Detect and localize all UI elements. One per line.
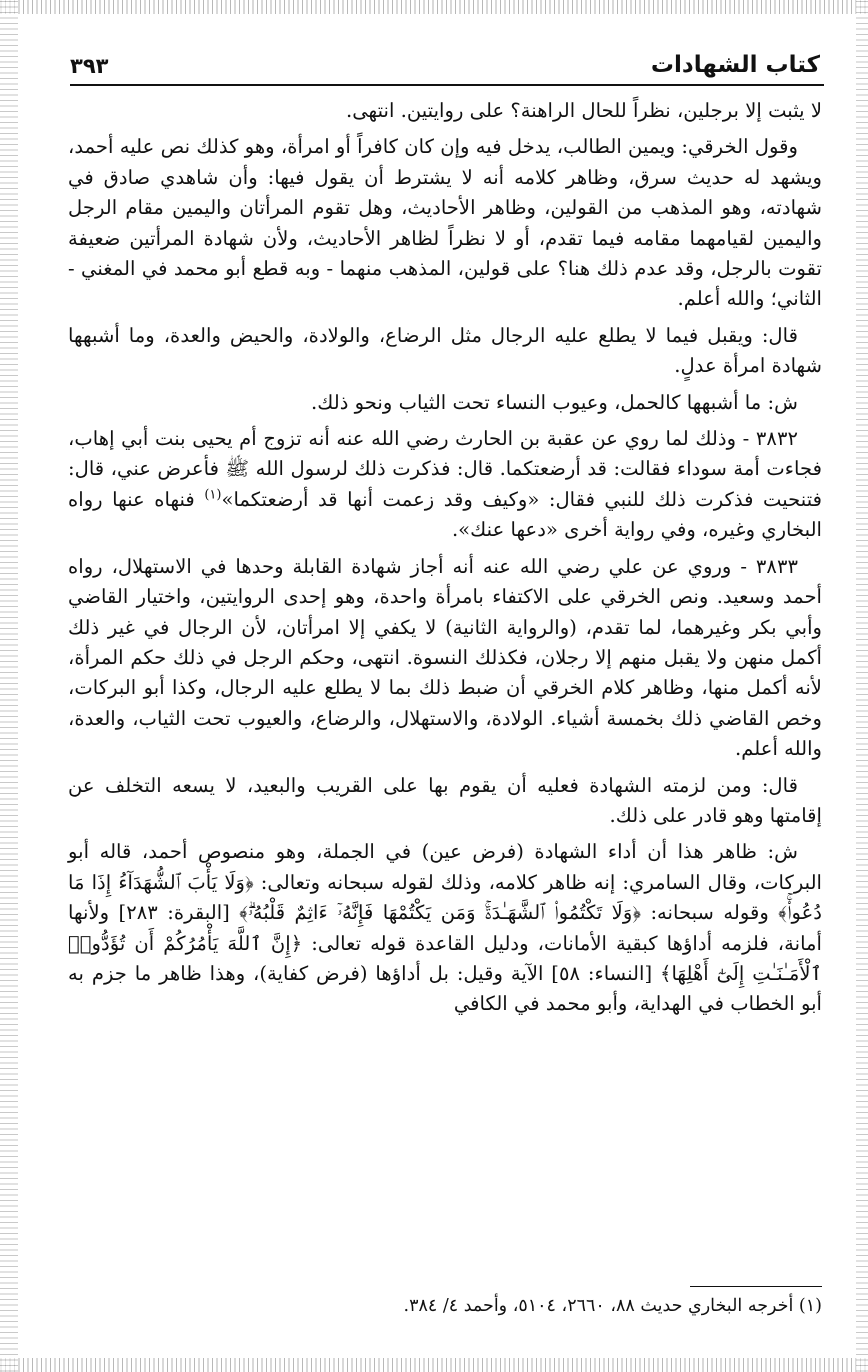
paragraph-hadith-3833: ٣٨٣٣ - وروي عن علي رضي الله عنه أنه أجاز شهادة القابلة وحدها في الاستهلال، رواه أحمد وسعيد. ونص الخرقي على الاكتفاء بامرأة واحدة، وهو إحدى الروايتين، واختيار القاضي وأبي بكر وغيرهما، لما تقدم، (والرواية الثانية) لا يكفي إلا امرأتان، لأن الرجال في غير ذلك أكمل منهن ولا يقبل منهم إلا رجلان، فكذلك النسوة. انتهى، وحكم الرجل في ذلك حكم المرأة، لأنه أكمل منها، وظاهر كلام الخرقي أن ضبط ذلك بما لا يطلع عليه الرجال، وكذا أبو البركات، وخص القاضي ذلك بخمسة أشياء. الولادة، والاستهلال، والرضاع، والعيوب تحت الثياب، والعدة، والله أعلم. (68, 554, 822, 761)
footnote: (١) أخرجه البخاري حديث ٨٨، ٢٦٦٠، ٥١٠٤، وأحمد ٤/ ٣٨٤. (403, 1296, 822, 1316)
header-rule (70, 84, 824, 86)
decorative-border-left (0, 0, 18, 1372)
footnote-rule (690, 1286, 822, 1287)
running-title: كتاب الشهادات (650, 52, 820, 78)
paragraph-sharh-examples: ش: ما أشبهها كالحمل، وعيوب النساء تحت الثياب ونحو ذلك. (311, 390, 798, 414)
decorative-border-top (0, 0, 868, 14)
page-header (70, 38, 820, 78)
paragraph-hadith-3832 (68, 424, 822, 546)
paragraph-matn-obligation: قال: ومن لزمته الشهادة فعليه أن يقوم بها على القريب والبعيد، لا يسعه التخلف عن إقامتها وهو قادر على ذلك. (68, 773, 822, 827)
paragraph-continuation: لا يثبت إلا برجلين، نظراً للحال الراهنة؟ على روايتين. انتهى. (346, 99, 822, 122)
paragraph-matn-women-testimony: قال: ويقبل فيما لا يطلع عليه الرجال مثل الرضاع، والولادة، والحيض والعدة، وما أشبهها شهادة امرأة عدلٍ. (68, 323, 822, 378)
hadith-3832-continuation: فنهاه عنها رواه البخاري وغيره، وفي رواية أخرى «دعها عنك». (68, 487, 822, 542)
paragraph-sharh-obligation: ش: ظاهر هذا أن أداء الشهادة (فرض عين) في الجملة، وهو منصوص أحمد، قاله أبو البركات، وقال السامري: إنه ظاهر كلامه، وذلك لقوله سبحانه وتعالى: ﴿وَلَا يَأْبَ ٱلشُّهَدَآءُ إِذَا مَا دُعُوا۟ۚ﴾ وقوله سبحانه: ﴿وَلَا تَكْتُمُوا۟ ٱلشَّهَـٰدَةَۚ وَمَن يَكْتُمْهَا فَإِنَّهُۥٓ ءَاثِمٌ قَلْبُهُۥۗ﴾ [البقرة: ٢٨٣] ولأنها أمانة، فلزمه أداؤها كبقية الأمانات، ودليل القاعدة قوله تعالى: ﴿إِنَّ ٱللَّهَ يَأْمُرُكُمْ أَن تُؤَدُّوا۟ ٱلْأَمَـٰنَـٰتِ إِلَىٰٓ أَهْلِهَا﴾ [النساء: ٥٨] الآية وقيل: بل أداؤها (فرض كفاية)، وهذا ظاهر ما جزم به أبو الخطاب في الهداية، وأبو محمد في الكافي (68, 840, 822, 1016)
main-text (68, 96, 822, 1026)
decorative-border-right (856, 0, 868, 1372)
page-number: ٣٩٣ (70, 54, 109, 78)
footnote-reference: (١) (204, 487, 222, 503)
decorative-border-bottom (0, 1358, 868, 1372)
hadith-3832-text: ٣٨٣٢ - وذلك لما روي عن عقبة بن الحارث رضي الله عنه أنه تزوج أم يحيى بنت أبي إهاب، فجاءت أمة سوداء فقالت: قد أرضعتكما. قال: فذكرت ذلك لرسول الله ﷺ فأعرض عني، قال: فتنحيت فذكرت ذلك للنبي فقال: «وكيف وقد زعمت أنها قد أرضعتكما» (68, 427, 822, 511)
paragraph-khiraqi-oath: وقول الخرقي: ويمين الطالب، يدخل فيه وإن كان كافراً أو امرأة، وهو كذلك نص عليه أحمد، ويشهد له حديث سرق، وظاهر كلامه أنه لا يشترط أن يقول فيها: وأن شاهدي صادق في شهادته، وهو المذهب من القولين، وظاهر الأحاديث، وهل تقوم المرأتان واليمين مقام الرجل واليمين لقيامهما مقامه فيما تقدم، أو لا نظراً لظاهر الأحاديث، ولأن شهادة المرأتين ضعيفة تقوت بالرجل، وقد عدم ذلك هنا؟ على قولين، المذهب منهما - وبه قطع أبو محمد في المغني - الثاني؛ والله أعلم. (68, 135, 822, 311)
